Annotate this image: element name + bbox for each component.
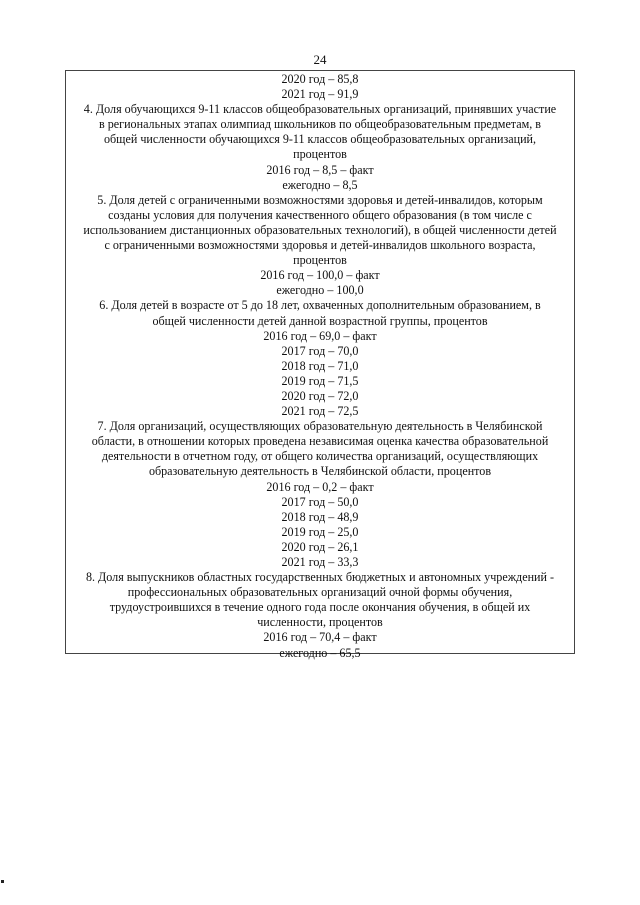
indicator-3-continuation (66, 72, 574, 102)
indicator-5-unit: процентов (293, 253, 347, 268)
indicator-4-title-line: 4. Доля обучающихся 9-11 классов общеобразовательных организаций, принявших участие (83, 102, 557, 117)
indicator-6-value: 2021 год – 72,5 (281, 404, 359, 419)
indicator-6-title-line: общей численности детей данной возрастной группы, процентов (152, 313, 488, 328)
indicator-7-title-line: деятельности в отчетном году, от общего количества организаций, осуществляющих (101, 449, 539, 464)
indicator-4-value: 2016 год – 8,5 – факт (266, 162, 374, 177)
indicators-box (65, 70, 575, 660)
indicator-8-title-line: 8. Доля выпускников областных государственных бюджетных и автономных учреждений - (85, 570, 555, 585)
indicator-7-value: 2016 год – 0,2 – факт (266, 479, 374, 494)
indicator-6 (66, 298, 574, 419)
indicator-6-value: 2019 год – 71,5 (281, 373, 359, 388)
indicator-6-title-line: 6. Доля детей в возрасте от 5 до 18 лет, охваченных дополнительным образованием, в (99, 298, 541, 313)
indicator-4-value: ежегодно – 8,5 (282, 177, 358, 192)
indicator-5-title-line: с ограниченными возможностями здоровья и детей-инвалидов школьного возраста, (104, 238, 536, 253)
indicator-7-value: 2017 год – 50,0 (281, 494, 359, 509)
page-number: 24 (313, 52, 327, 67)
text-line: 2020 год – 85,8 (281, 72, 359, 86)
indicator-7-value: 2020 год – 26,1 (281, 539, 359, 554)
indicator-4-title-line: общей численности обучающихся 9-11 классов общеобразовательных организаций, (103, 132, 537, 147)
indicator-6-value: 2018 год – 71,0 (281, 358, 359, 373)
indicator-7-title-line: образовательную деятельность в Челябинской области, процентов (148, 464, 492, 479)
indicator-8 (66, 570, 574, 661)
indicator-4-title-line: в региональных этапах олимпиад школьников по общеобразовательным предметам, в (98, 117, 542, 132)
indicator-8-title-line: профессиональных образовательных организаций очной формы обучения, (127, 585, 513, 600)
indicator-4 (66, 102, 574, 193)
indicator-5-title-line: созданы условия для получения качественного общего образования (в том числе с (108, 207, 532, 222)
indicator-4-unit: процентов (293, 147, 347, 162)
indicator-6-value: 2020 год – 72,0 (281, 388, 359, 403)
indicator-8-value: ежегодно – 65,5 (279, 645, 361, 660)
indicator-5-value: ежегодно – 100,0 (276, 283, 364, 298)
indicator-7 (66, 419, 574, 570)
scan-mark (1, 880, 4, 883)
indicator-7-title-line: 7. Доля организаций, осуществляющих образовательную деятельность в Челябинской (97, 419, 543, 434)
indicator-5-title-line: 5. Доля детей с ограниченными возможностями здоровья и детей-инвалидов, которым (97, 192, 543, 207)
indicator-8-title-line: численности, процентов (257, 615, 383, 630)
indicator-7-value: 2021 год – 33,3 (281, 555, 359, 569)
indicator-7-value: 2019 год – 25,0 (281, 524, 359, 539)
text-line: 2021 год – 91,9 (281, 87, 359, 102)
indicator-8-title-line: трудоустроившихся в течение одного года после окончания обучения, в общей их (109, 600, 531, 615)
indicator-5-title-line: использованием дистанционных образовательных технологий), в общей численности детей (83, 222, 557, 237)
indicator-7-value: 2018 год – 48,9 (281, 509, 359, 524)
indicator-6-value: 2016 год – 69,0 – факт (263, 328, 377, 343)
indicator-6-value: 2017 год – 70,0 (281, 343, 359, 358)
indicator-5-value: 2016 год – 100,0 – факт (260, 268, 380, 283)
indicator-7-title-line: области, в отношении которых проведена независимая оценка качества образовательной (91, 434, 549, 449)
indicator-8-value: 2016 год – 70,4 – факт (263, 630, 377, 645)
indicator-5 (66, 193, 574, 299)
